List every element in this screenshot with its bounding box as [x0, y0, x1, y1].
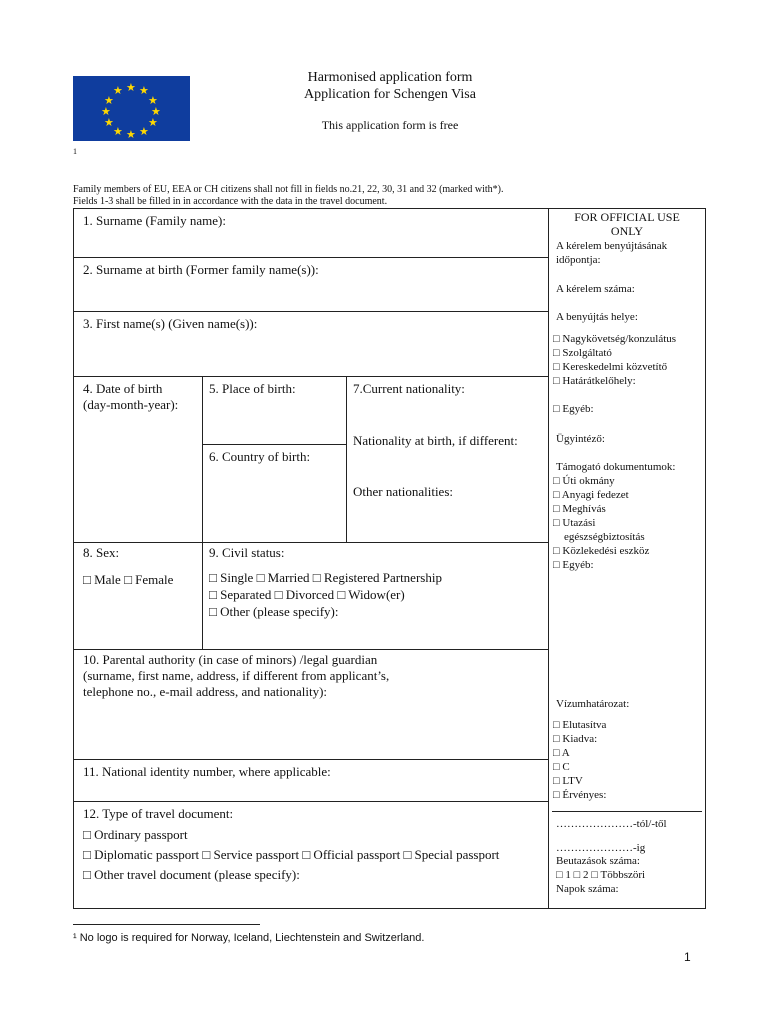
star-icon: ★ [126, 81, 136, 94]
nationality-at-birth-label: Nationality at birth, if different: [353, 433, 518, 448]
official-use-panel [548, 208, 706, 909]
field-7-label: 7.Current nationality: [353, 381, 465, 396]
field-1-label: 1. Surname (Family name): [83, 213, 226, 228]
field-3-box[interactable] [73, 311, 549, 377]
footnote [73, 932, 424, 944]
footnote-reference: 1 [73, 147, 77, 156]
field-10-label-2: (surname, first name, address, if different from applicant’s, [83, 668, 390, 683]
field-4-format: (day-month-year): [83, 397, 179, 412]
civil-status-row-1[interactable]: □ Single □ Married □ Registered Partnership [209, 570, 442, 585]
list-item[interactable]: □ C [553, 761, 570, 773]
star-icon: ★ [113, 84, 123, 97]
field-8-label: 8. Sex: [83, 545, 120, 560]
other-travel-document-option[interactable]: □ Other travel document (please specify): [83, 867, 300, 882]
list-item[interactable]: □ Egyéb: [553, 559, 594, 571]
field-3-label: 3. First name(s) (Given name(s)): [83, 316, 258, 331]
free-note: This application form is free [321, 118, 459, 132]
sex-options[interactable]: □ Male □ Female [83, 572, 174, 587]
list-item[interactable]: □ Határátkelőhely: [553, 375, 636, 387]
field-12-label: 12. Type of travel document: [83, 806, 234, 821]
divider [552, 811, 702, 812]
other-option[interactable]: □ Egyéb: [553, 403, 594, 415]
field-5-box[interactable] [202, 376, 347, 445]
other-nationalities-label: Other nationalities: [353, 484, 454, 499]
field-8-box [73, 542, 203, 650]
passport-types-options[interactable]: □ Diplomatic passport □ Service passport □ Official passport □ Special passport [83, 847, 500, 862]
list-item[interactable]: □ Érvényes: [553, 789, 607, 801]
submission-place-options[interactable] [553, 332, 676, 388]
field-4-box[interactable] [73, 376, 203, 543]
footnote-mark: ¹ [73, 932, 77, 944]
star-icon: ★ [126, 128, 136, 141]
star-icon: ★ [139, 84, 149, 97]
form-title: Harmonised application form [307, 70, 473, 85]
days-label: Napok száma: [556, 883, 619, 895]
field-10-label-3: telephone no., e-mail address, and nationality): [83, 684, 328, 699]
field-5-label: 5. Place of birth: [209, 381, 296, 396]
field-4-label: 4. Date of birth [83, 381, 163, 396]
ordinary-passport-option[interactable]: □ Ordinary passport [83, 827, 188, 842]
field-7-box[interactable] [346, 376, 549, 543]
field-1-box[interactable] [73, 208, 549, 258]
field-2-box[interactable] [73, 257, 549, 312]
field-11-box[interactable] [73, 759, 549, 802]
star-icon: ★ [104, 94, 114, 107]
entries-label: Beutazások száma: [556, 855, 640, 867]
list-item[interactable]: □ Úti okmány [553, 475, 615, 487]
civil-status-row-2[interactable]: □ Separated □ Divorced □ Widow(er) [209, 587, 405, 602]
official-use-heading: FOR OFFICIAL USE [574, 210, 680, 224]
visa-decision-options[interactable] [553, 718, 606, 802]
field-9-label: 9. Civil status: [209, 545, 285, 560]
star-icon: ★ [139, 125, 149, 138]
handler-label: Ügyintéző: [556, 433, 605, 445]
footnote-text: No logo is required for Norway, Iceland, Liechtenstein and Switzerland. [79, 932, 425, 944]
note-fields: Fields 1-3 shall be filled in in accordance with the data in the travel document. [73, 196, 388, 207]
note-family-members: Family members of EU, EEA or CH citizens shall not fill in fields no.21, 22, 30, 31 and 32 (marked with*). [73, 184, 504, 195]
field-6-box[interactable] [202, 444, 347, 543]
list-item[interactable]: □ LTV [553, 775, 583, 787]
list-item: egészségbiztosítás [553, 531, 645, 543]
star-icon: ★ [104, 116, 114, 129]
star-icon: ★ [101, 105, 111, 118]
star-icon: ★ [148, 116, 158, 129]
list-item[interactable]: □ Közlekedési eszköz [553, 545, 650, 557]
field-6-label: 6. Country of birth: [209, 449, 311, 464]
footnote-divider [73, 924, 260, 925]
list-item[interactable]: □ A [553, 747, 570, 759]
list-item[interactable]: □ Kereskedelmi közvetítő [553, 361, 668, 373]
entries-options[interactable]: □ 1 □ 2 □ Többszöri [556, 869, 646, 881]
supporting-docs-options[interactable] [553, 474, 649, 572]
list-item[interactable]: □ Meghívás [553, 503, 606, 515]
star-icon: ★ [148, 94, 158, 107]
valid-until-field[interactable]: …………………-ig [556, 842, 646, 854]
star-icon: ★ [151, 105, 161, 118]
field-11-label: 11. National identity number, where applicable: [83, 764, 331, 779]
visa-decision-label: Vízumhatározat: [556, 698, 630, 710]
field-12-box [73, 801, 549, 909]
page-number: 1 [684, 950, 691, 964]
supporting-docs-label: Támogató dokumentumok: [556, 461, 676, 473]
application-date-label: A kérelem benyújtásának [556, 240, 668, 252]
civil-status-other[interactable]: □ Other (please specify): [209, 604, 339, 619]
application-date-label-2: időpontja: [556, 254, 601, 266]
application-number-label: A kérelem száma: [556, 283, 635, 295]
list-item[interactable]: □ Kiadva: [553, 733, 598, 745]
official-use-heading-2: ONLY [610, 224, 644, 238]
field-10-box[interactable] [73, 649, 549, 760]
submission-place-label: A benyújtás helye: [556, 311, 638, 323]
form-subtitle: Application for Schengen Visa [304, 87, 476, 102]
field-2-label: 2. Surname at birth (Former family name(s)): [83, 262, 319, 277]
star-icon: ★ [113, 125, 123, 138]
valid-from-field[interactable]: …………………-tól/-től [556, 818, 667, 830]
eu-flag-logo [73, 76, 190, 141]
list-item[interactable]: □ Szolgáltató [553, 347, 612, 359]
list-item[interactable]: □ Utazási [553, 517, 596, 529]
list-item[interactable]: □ Elutasítva [553, 719, 607, 731]
field-10-label-1: 10. Parental authority (in case of minors) /legal guardian [83, 652, 378, 667]
list-item[interactable]: □ Anyagi fedezet [553, 489, 629, 501]
list-item[interactable]: □ Nagykövetség/konzulátus [553, 333, 677, 345]
field-9-box [202, 542, 549, 650]
